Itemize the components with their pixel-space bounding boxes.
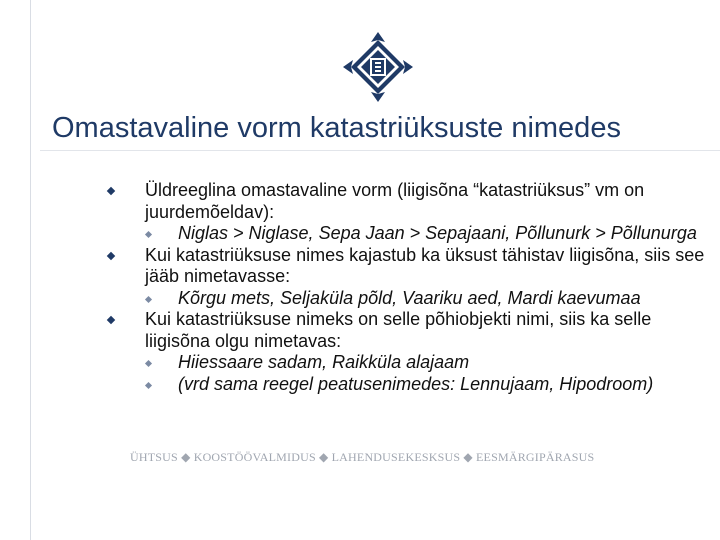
bullet-list — [108, 180, 713, 395]
sub-bullet-item — [108, 352, 713, 374]
sub-bullet-text: Niglas > Niglase, Sepa Jaan > Sepajaani, Põllunurk > Põllunurga — [178, 223, 697, 243]
sub-bullet-item — [108, 223, 713, 245]
bullet-text: Üldreeglina omastavaline vorm (liigisõna “katastriüksus” vm on juurdemõeldav): — [145, 180, 645, 222]
sub-bullet-item — [108, 374, 713, 396]
footer-motto: ÜHTSUS ◆ KOOSTÖÖVALMIDUS ◆ LAHENDUSEKESKSUS ◆ EESMÄRGIPÄRASUS — [130, 450, 595, 464]
bullet-item — [108, 180, 713, 223]
sub-bullet-text: Hiiessaare sadam, Raikküla alajaam — [178, 352, 470, 372]
diamond-bullet-icon — [107, 316, 115, 324]
diamond-bullet-icon — [107, 187, 115, 195]
sub-bullet-text: Kõrgu mets, Seljaküla põld, Vaariku aed, Mardi kaevumaa — [178, 287, 641, 308]
diamond-bullet-icon — [145, 381, 152, 388]
bullet-item — [108, 309, 713, 352]
title-divider — [40, 150, 720, 151]
bullet-text: Kui katastriüksuse nimes kajastub ka üksust tähistav liigisõna, siis see jääb nimetavasse: — [145, 244, 705, 286]
diamond-bullet-icon — [145, 231, 152, 238]
left-border-line — [30, 0, 31, 540]
sub-bullet-text: (vrd sama reegel peatusenimedes: Lennujaam, Hipodroom) — [178, 373, 654, 394]
bullet-item — [108, 245, 713, 288]
diamond-bullet-icon — [107, 251, 115, 259]
bullet-text: Kui katastriüksuse nimeks on selle põhiobjekti nimi, siis ka selle liigisõna olgu nimetavas: — [145, 309, 652, 351]
slide-title: Omastavaline vorm katastriüksuste nimedes — [52, 112, 621, 144]
ornamental-emblem-icon — [341, 30, 415, 104]
diamond-bullet-icon — [145, 360, 152, 367]
diamond-bullet-icon — [145, 295, 152, 302]
sub-bullet-item — [108, 288, 713, 310]
